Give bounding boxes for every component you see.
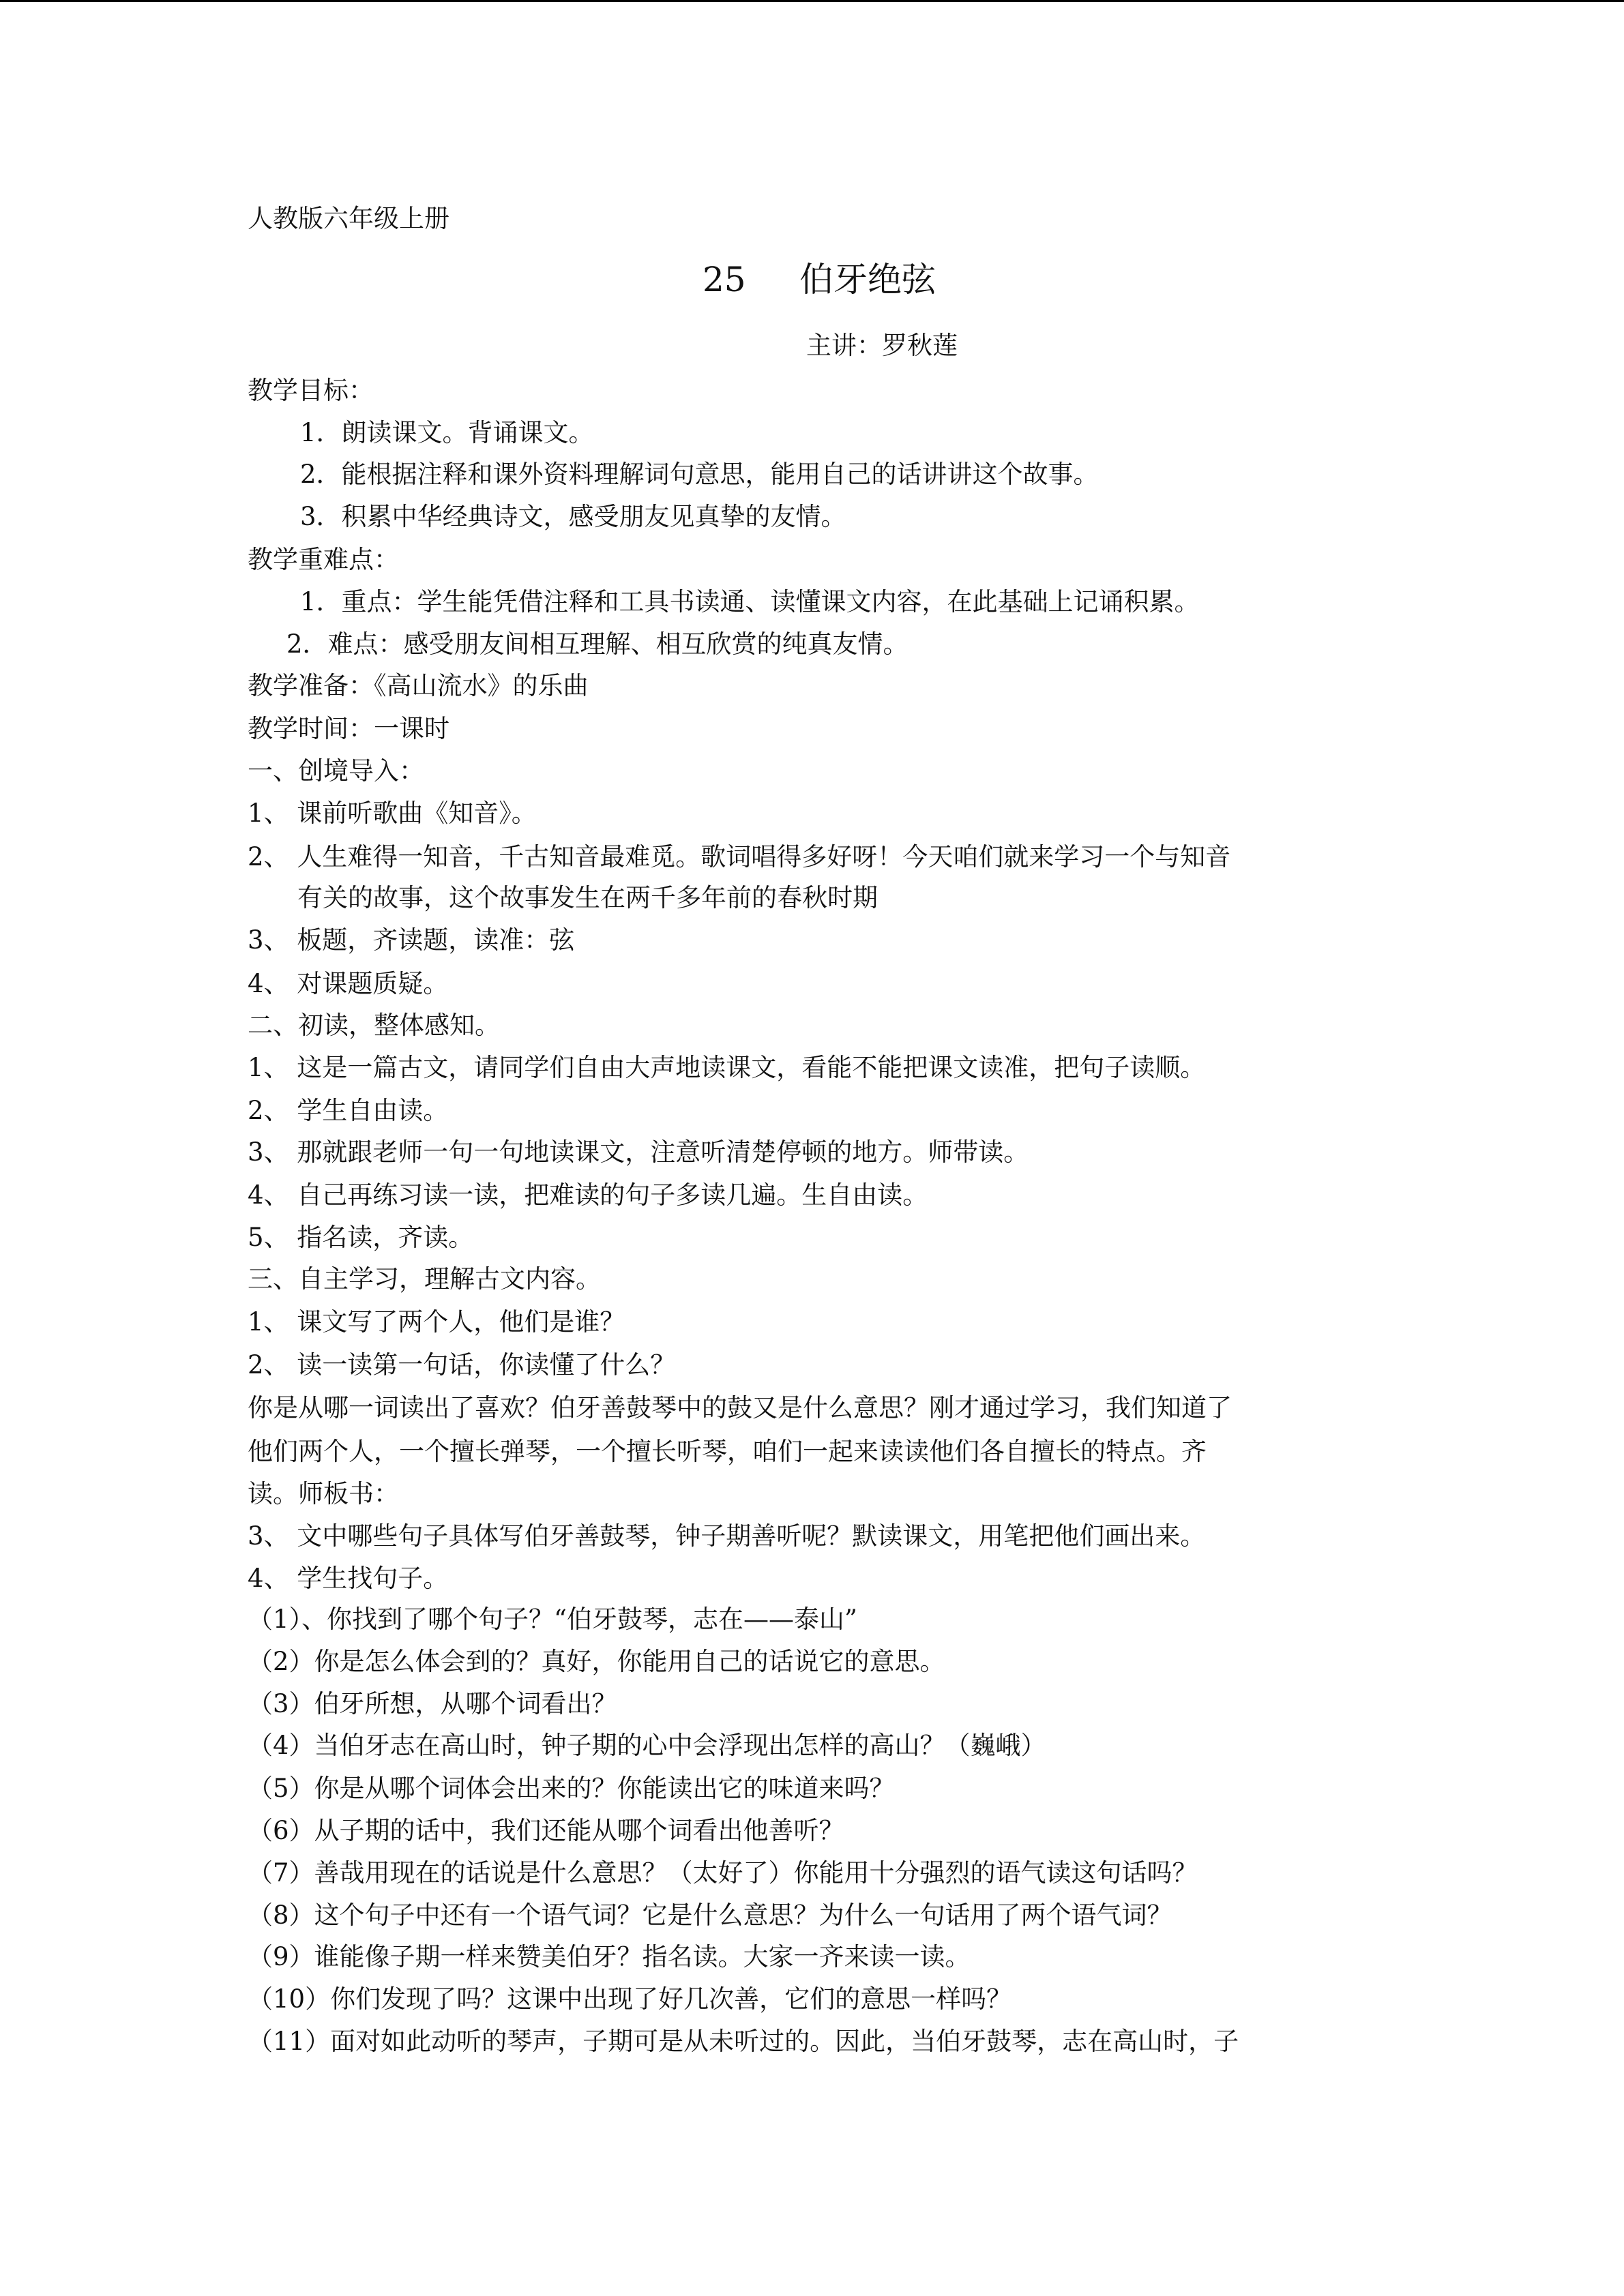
text-line: （2）你是怎么体会到的？真好，你能用自己的话说它的意思。 bbox=[248, 1647, 945, 1676]
text-line: 3、 板题，齐读题，读准：弦 bbox=[248, 925, 575, 955]
text-line: 二、初读，整体感知。 bbox=[248, 1011, 500, 1040]
text-line: 3．积累中华经典诗文，感受朋友见真挚的友情。 bbox=[300, 502, 846, 531]
text-line: 2．难点：感受朋友间相互理解、相互欣赏的纯真友情。 bbox=[286, 629, 909, 659]
lesson-title bbox=[703, 258, 936, 301]
text-line: 教学重难点： bbox=[248, 545, 399, 574]
text-line: 1、 课前听歌曲《知音》。 bbox=[248, 799, 537, 828]
text-line: 1、 这是一篇古文，请同学们自由大声地读课文，看能不能把课文读准，把句子读顺。 bbox=[248, 1053, 1206, 1082]
speaker-line: 主讲：罗秋莲 bbox=[806, 331, 958, 360]
text-line: 3、 那就跟老师一句一句地读课文，注意听清楚停顿的地方。师带读。 bbox=[248, 1137, 1029, 1167]
text-line: （6）从子期的话中，我们还能从哪个词看出他善听？ bbox=[248, 1816, 844, 1845]
text-line: 3、 文中哪些句子具体写伯牙善鼓琴，钟子期善听呢？默读课文，用笔把他们画出来。 bbox=[248, 1521, 1206, 1551]
text-line: 你是从哪一词读出了喜欢？伯牙善鼓琴中的鼓又是什么意思？刚才通过学习，我们知道了 bbox=[248, 1393, 1232, 1422]
text-line: 有关的故事，这个故事发生在两千多年前的春秋时期 bbox=[297, 883, 878, 912]
text-line: 教学时间：一课时 bbox=[248, 714, 449, 743]
text-line: 1．朗读课文。背诵课文。 bbox=[300, 418, 594, 447]
text-line: 2、 人生难得一知音，千古知音最难觅。歌词唱得多好呀！今天咱们就来学习一个与知音 bbox=[248, 842, 1231, 871]
text-line: 1．重点：学生能凭借注释和工具书读通、读懂课文内容，在此基础上记诵积累。 bbox=[300, 587, 1200, 616]
text-line: 一、创境导入： bbox=[248, 756, 424, 786]
text-line: （8）这个句子中还有一个语气词？它是什么意思？为什么一句话用了两个语气词？ bbox=[248, 1900, 1172, 1930]
text-line: 读。师板书： bbox=[248, 1479, 399, 1508]
text-line: （3）伯牙所想，从哪个词看出？ bbox=[248, 1689, 617, 1718]
text-line: 4、 学生找句子。 bbox=[248, 1564, 449, 1593]
text-line: 教学目标： bbox=[248, 376, 374, 405]
text-line: 教学准备：《高山流水》的乐曲 bbox=[248, 671, 589, 700]
lesson-name: 伯牙绝弦 bbox=[799, 260, 936, 299]
text-line: 2、 学生自由读。 bbox=[248, 1096, 449, 1125]
text-line: 5、 指名读，齐读。 bbox=[248, 1223, 474, 1252]
text-line: 三、自主学习，理解古文内容。 bbox=[248, 1264, 601, 1294]
text-line: 2、 读一读第一句话，你读懂了什么？ bbox=[248, 1350, 676, 1380]
text-line: （1）、你找到了哪个句子？“伯牙鼓琴，志在——泰山” bbox=[248, 1605, 857, 1634]
text-line: （4）当伯牙志在高山时，钟子期的心中会浮现出怎样的高山？（巍峨） bbox=[248, 1731, 1046, 1760]
text-line: （7）善哉用现在的话说是什么意思？（太好了）你能用十分强烈的语气读这句话吗？ bbox=[248, 1858, 1198, 1888]
text-line: 4、 自己再练习读一读，把难读的句子多读几遍。生自由读。 bbox=[248, 1180, 928, 1210]
text-line: （10）你们发现了吗？这课中出现了好几次善，它们的意思一样吗？ bbox=[248, 1984, 1012, 2014]
text-line: 他们两个人，一个擅长弹琴，一个擅长听琴，咱们一起来读读他们各自擅长的特点。齐 bbox=[248, 1437, 1207, 1466]
text-line: 1、 课文写了两个人，他们是谁？ bbox=[248, 1307, 625, 1337]
text-line: （5）你是从哪个词体会出来的？你能读出它的味道来吗？ bbox=[248, 1774, 895, 1803]
lesson-number: 25 bbox=[703, 260, 746, 299]
text-line: （11）面对如此动听的琴声，子期可是从未听过的。因此，当伯牙鼓琴，志在高山时，子 bbox=[248, 2027, 1239, 2056]
doc-header: 人教版六年级上册 bbox=[248, 204, 449, 233]
text-line: 2．能根据注释和课外资料理解词句意思，能用自己的话讲讲这个故事。 bbox=[300, 460, 1099, 489]
text-line: （9）谁能像子期一样来赞美伯牙？指名读。大家一齐来读一读。 bbox=[248, 1942, 971, 1971]
text-line: 4、 对课题质疑。 bbox=[248, 969, 449, 998]
